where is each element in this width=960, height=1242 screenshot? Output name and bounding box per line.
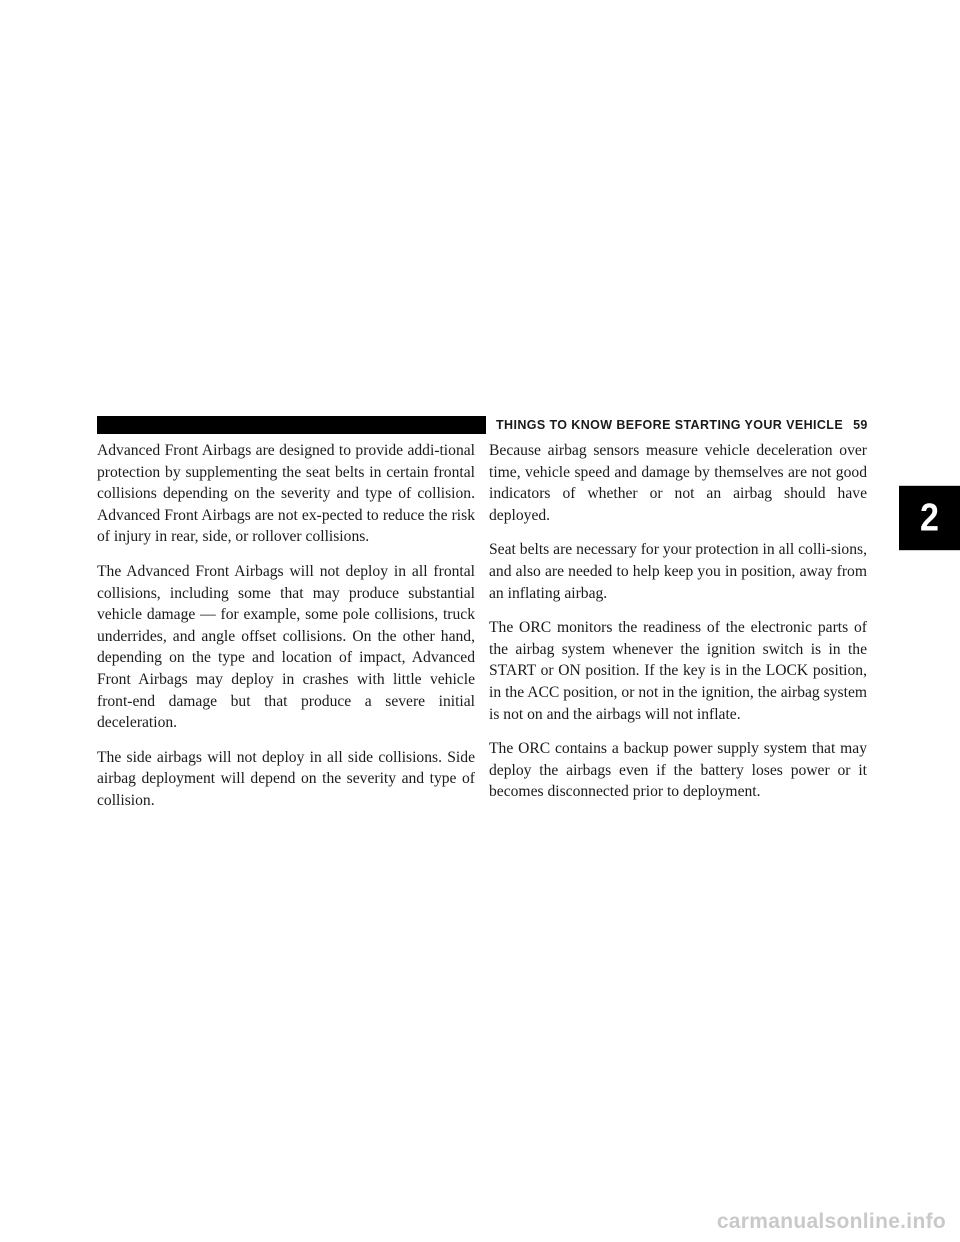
paragraph: Because airbag sensors measure vehicle deceleration over time, vehicle speed and damage by themselves are not good indicators of whether or not an airbag should have deployed. [489, 442, 867, 524]
section-title: THINGS TO KNOW BEFORE STARTING YOUR VEHICLE [496, 418, 844, 432]
paragraph: The ORC monitors the readiness of the electronic parts of the airbag system whenever the ignition switch is in the START or ON position. If the key is in the LOCK position, in the ACC position, or not in the ignition, the airbag system is not on and the airbags will not inflate. [489, 619, 867, 723]
paragraph: The side airbags will not deploy in all side collisions. Side airbag deployment will depend on the severity and type of collision. [97, 748, 475, 809]
left-column [97, 440, 475, 825]
chapter-tab [899, 486, 960, 550]
header-rule-bar [97, 416, 486, 434]
paragraph: The Advanced Front Airbags will not deploy in all frontal collisions, including some that may produce substantial vehicle damage — for example, some pole collisions, truck underrides, and angle offset collisions. On the other hand, depending on the type and location of impact, Advanced Front Airbags may deploy in crashes with little vehicle front-end damage but that produce a severe initial deceleration. [97, 562, 475, 732]
paragraph: Seat belts are necessary for your protection in all colli-sions, and also are needed to help keep you in position, away from an inflating airbag. [489, 541, 867, 602]
paragraph: The ORC contains a backup power supply system that may deploy the airbags even if the battery loses power or it becomes disconnected prior to deployment. [489, 740, 867, 801]
watermark: carmanualsonline.info [716, 1210, 946, 1233]
chapter-number: 2 [920, 495, 939, 540]
page-number: 59 [853, 418, 868, 432]
running-header [496, 417, 866, 433]
right-column [489, 440, 867, 816]
paragraph: Advanced Front Airbags are designed to provide addi-tional protection by supplementing the seat belts in certain frontal collisions depending on the severity and type of collision. Advanced Front Airbags are not ex-pected to reduce the risk of injury in rear, side, or rollover collisions. [97, 442, 475, 546]
